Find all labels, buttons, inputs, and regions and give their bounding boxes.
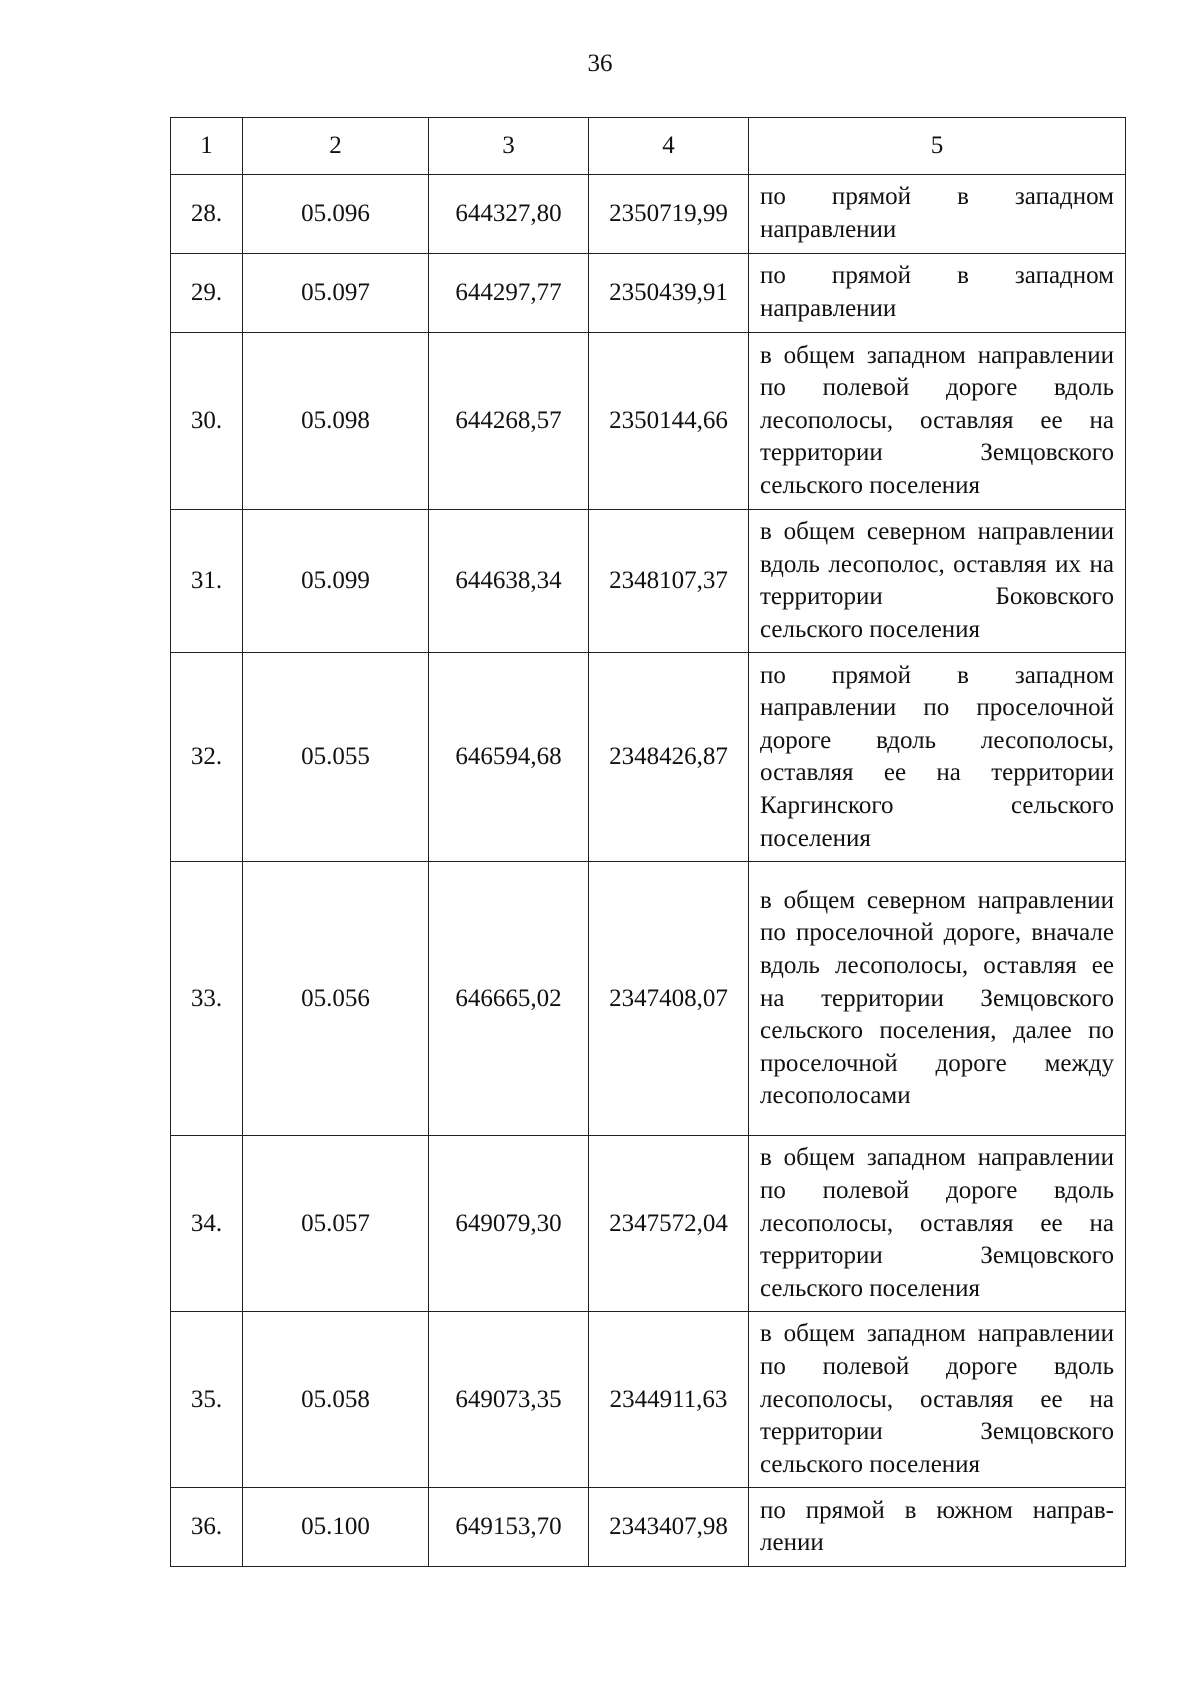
coordinate-y: 2348426,87 (589, 653, 749, 862)
coordinate-y: 2348107,37 (589, 510, 749, 653)
coordinate-y: 2350439,91 (589, 254, 749, 333)
coordinate-x: 649079,30 (429, 1136, 589, 1312)
coordinate-y: 2347408,07 (589, 862, 749, 1136)
table-row (171, 254, 1126, 333)
direction-text: по прямой в западном направлении (760, 183, 1114, 243)
row-number: 35. (171, 1312, 243, 1488)
boundary-points-table (170, 117, 1126, 1567)
direction-description (749, 862, 1126, 1136)
point-code: 05.097 (243, 254, 429, 333)
point-code: 05.056 (243, 862, 429, 1136)
direction-description (749, 333, 1126, 510)
row-number: 28. (171, 175, 243, 254)
coordinate-x: 646594,68 (429, 653, 589, 862)
row-number: 31. (171, 510, 243, 653)
coordinate-y: 2347572,04 (589, 1136, 749, 1312)
header-col-3: 3 (429, 118, 589, 175)
row-number: 34. (171, 1136, 243, 1312)
point-code: 05.100 (243, 1488, 429, 1567)
direction-text: в общем западном направлении по полевой дороге вдоль лесополосы, оставляя ее на территории Земцовского сельского поселения (760, 1144, 1114, 1302)
direction-description (749, 1488, 1126, 1567)
coordinate-x: 646665,02 (429, 862, 589, 1136)
point-code: 05.099 (243, 510, 429, 653)
table-row (171, 333, 1126, 510)
coordinate-y: 2350144,66 (589, 333, 749, 510)
table-row (171, 1488, 1126, 1567)
table-row (171, 862, 1126, 1136)
point-code: 05.098 (243, 333, 429, 510)
header-row (171, 118, 1126, 175)
direction-text: в общем северном направлении вдоль лесополос, оставляя их на территории Боковского сельского поселения (760, 518, 1114, 643)
point-code: 05.096 (243, 175, 429, 254)
direction-text: по прямой в южном направлении (760, 1496, 1114, 1557)
coordinate-x: 644327,80 (429, 175, 589, 254)
header-col-4: 4 (589, 118, 749, 175)
header-col-1: 1 (171, 118, 243, 175)
direction-description (749, 254, 1126, 333)
row-number: 30. (171, 333, 243, 510)
table-row (171, 175, 1126, 254)
point-code: 05.057 (243, 1136, 429, 1312)
direction-description (749, 175, 1126, 254)
point-code: 05.055 (243, 653, 429, 862)
row-number: 32. (171, 653, 243, 862)
direction-description (749, 653, 1126, 862)
coordinate-y: 2344911,63 (589, 1312, 749, 1488)
direction-text: по прямой в западном направлении (760, 262, 1114, 322)
coordinate-x: 644268,57 (429, 333, 589, 510)
direction-description (749, 1312, 1126, 1488)
header-col-5: 5 (749, 118, 1126, 175)
direction-text: по прямой в западном направлении по проселочной дороге вдоль лесополосы, оставляя ее на территории Каргинского сельского поселения (760, 661, 1114, 852)
direction-text: в общем северном направлении по проселочной дороге, вначале вдоль лесополосы, оставляя ее на территории Земцовского сельского поселения, далее по проселочной дороге между лесополосами (760, 886, 1114, 1110)
coordinate-x: 649153,70 (429, 1488, 589, 1567)
header-col-2: 2 (243, 118, 429, 175)
table-row (171, 1312, 1126, 1488)
table-row (171, 1136, 1126, 1312)
direction-description (749, 510, 1126, 653)
coordinate-y: 2350719,99 (589, 175, 749, 254)
row-number: 33. (171, 862, 243, 1136)
row-number: 36. (171, 1488, 243, 1567)
direction-description (749, 1136, 1126, 1312)
direction-text: в общем западном направлении по полевой дороге вдоль лесополосы, оставляя ее на территории Земцовского сельского поселения (760, 341, 1114, 499)
coordinate-y: 2343407,98 (589, 1488, 749, 1567)
coordinate-x: 644297,77 (429, 254, 589, 333)
point-code: 05.058 (243, 1312, 429, 1488)
direction-text: в общем западном направлении по полевой дороге вдоль лесополосы, оставляя ее на территории Земцовского сельского поселения (760, 1320, 1114, 1478)
table-row (171, 510, 1126, 653)
row-number: 29. (171, 254, 243, 333)
page-number: 36 (587, 50, 613, 77)
coordinate-x: 649073,35 (429, 1312, 589, 1488)
coordinate-x: 644638,34 (429, 510, 589, 653)
table-row (171, 653, 1126, 862)
